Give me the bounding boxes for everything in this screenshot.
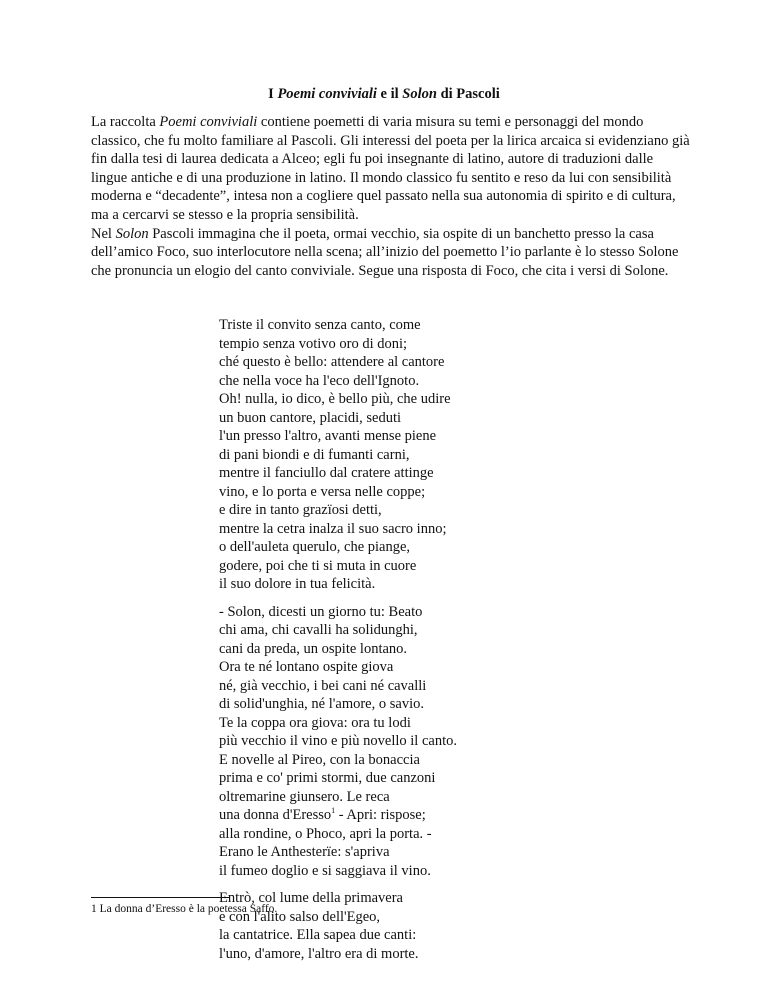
poem-line: mentre la cetra inalza il suo sacro inno; [219,520,447,537]
poem-line: il suo dolore in tua felicità. [219,576,376,592]
intro-p1-italic: Poemi conviviali [159,114,258,130]
poem-line: e dire in tanto grazïosi detti, [219,502,382,518]
poem-line: il fumeo doglio e si saggiava il vino. [219,862,431,879]
intro-p2-pre: Nel [91,225,116,242]
poem-line-with-footnote [219,806,579,825]
poem-stanza-1 [219,316,579,594]
poem-line: cani da preda, un ospite lontano. [219,640,408,657]
title-prefix: I [268,86,278,102]
poem-line: Triste il convito senza canto, come [219,317,421,333]
poem-line-pre: una donna d'Eresso [219,807,332,823]
poem-line: alla rondine, o Phoco, apri la porta. - [219,825,432,842]
poem-line: prima e co' primi stormi, due canzoni [219,770,436,786]
poem-line: Entrò, col lume della primavera [219,890,403,906]
poem-line: tempio senza votivo oro di doni; [219,335,408,352]
poem-line: né, già vecchio, i bei cani né cavalli [219,677,427,694]
intro-paragraph-2 [91,225,691,281]
document-title [0,85,768,103]
poem-line: e con l'alito salso dell'Egeo, [219,908,381,925]
poem-line: Erano le Anthesterïe: s'apriva [219,844,390,860]
intro-text [91,113,691,280]
poem-line: Oh! nulla, io dico, è bello più, che udire [219,391,451,407]
poem-stanza-2-part-a [219,603,579,807]
poem-line: più vecchio il vino e più novello il canto. [219,733,457,749]
title-italic-poemi-conviviali: Poemi conviviali [277,86,377,102]
poem [219,316,579,972]
title-suffix: di Pascoli [436,86,500,102]
intro-paragraph-1 [91,113,691,225]
poem-line: godere, poi che ti si muta in cuore [219,557,417,574]
poem-line: la cantatrice. Ella sapea due canti: [219,927,417,943]
poem-line: oltremarine giunsero. Le reca [219,788,390,805]
title-italic-solon: Solon [402,86,437,102]
intro-p1-post: contiene poemetti di varia misura su temi e personaggi del mondo classico, che fu molto familiare al Pascoli. Gli interessi del poeta per la lirica arcaica si evidenziano già fin dalla tesi di laurea dedicata a Alceo; egli fu poi insegnante di latino, autore di traduzioni dalle lingue antiche e di una produzione in latino. Il mondo classico fu sentito e reso da lui con sensibilità moderna e “decadente”, intesa non a cogliere quel passato nella sua autonomia di spirito e di cultura, ma a cercarvi se stesso e la propria sensibilità. [91,114,690,223]
poem-line: che nella voce ha l'eco dell'Ignoto. [219,372,420,389]
footnote: 1 La donna d’Eresso è la poetessa Saffo. [91,903,278,915]
poem-line: l'un presso l'altro, avanti mense piene [219,428,437,444]
intro-p1-pre: La raccolta [91,114,160,130]
poem-line: di pani biondi e di fumanti carni, [219,446,410,463]
footnote-mark: 1 [331,806,336,815]
poem-line: o dell'auleta querulo, che piange, [219,539,411,555]
intro-p2-italic: Solon [115,225,149,242]
poem-line: chi ama, chi cavalli ha solidunghi, [219,622,418,638]
poem-line: ché questo è bello: attendere al cantore [219,354,445,370]
poem-line: E novelle al Pireo, con la bonaccia [219,751,420,768]
poem-line: vino, e lo porta e versa nelle coppe; [219,483,426,500]
poem-line: di solid'unghia, né l'amore, o savio. [219,696,424,712]
title-middle: e il [376,86,403,102]
poem-stanza-2-part-b [219,825,579,881]
poem-line: l'uno, d'amore, l'altro era di morte. [219,945,419,962]
poem-line: un buon cantore, placidi, seduti [219,409,402,426]
poem-line: Te la coppa ora giova: ora tu lodi [219,714,411,731]
intro-p2-post: Pascoli immagina che il poeta, ormai vecchio, sia ospite di un banchetto presso la casa dell’amico Foco, suo interlocutore nella scena; all’inizio del poemetto l’io parlante è lo stesso Solone che pronuncia un elogio del canto conviviale. Segue una risposta di Foco, che cita i versi di Solone. [91,225,679,279]
poem-line: Ora te né lontano ospite giova [219,659,394,675]
poem-stanza-2 [219,603,579,881]
poem-stanza-3 [219,889,579,963]
footnote-divider [91,897,229,898]
poem-line: mentre il fanciullo dal cratere attinge [219,465,434,481]
poem-line-post: - Apri: rispose; [335,807,426,823]
poem-line: - Solon, dicesti un giorno tu: Beato [219,603,423,620]
